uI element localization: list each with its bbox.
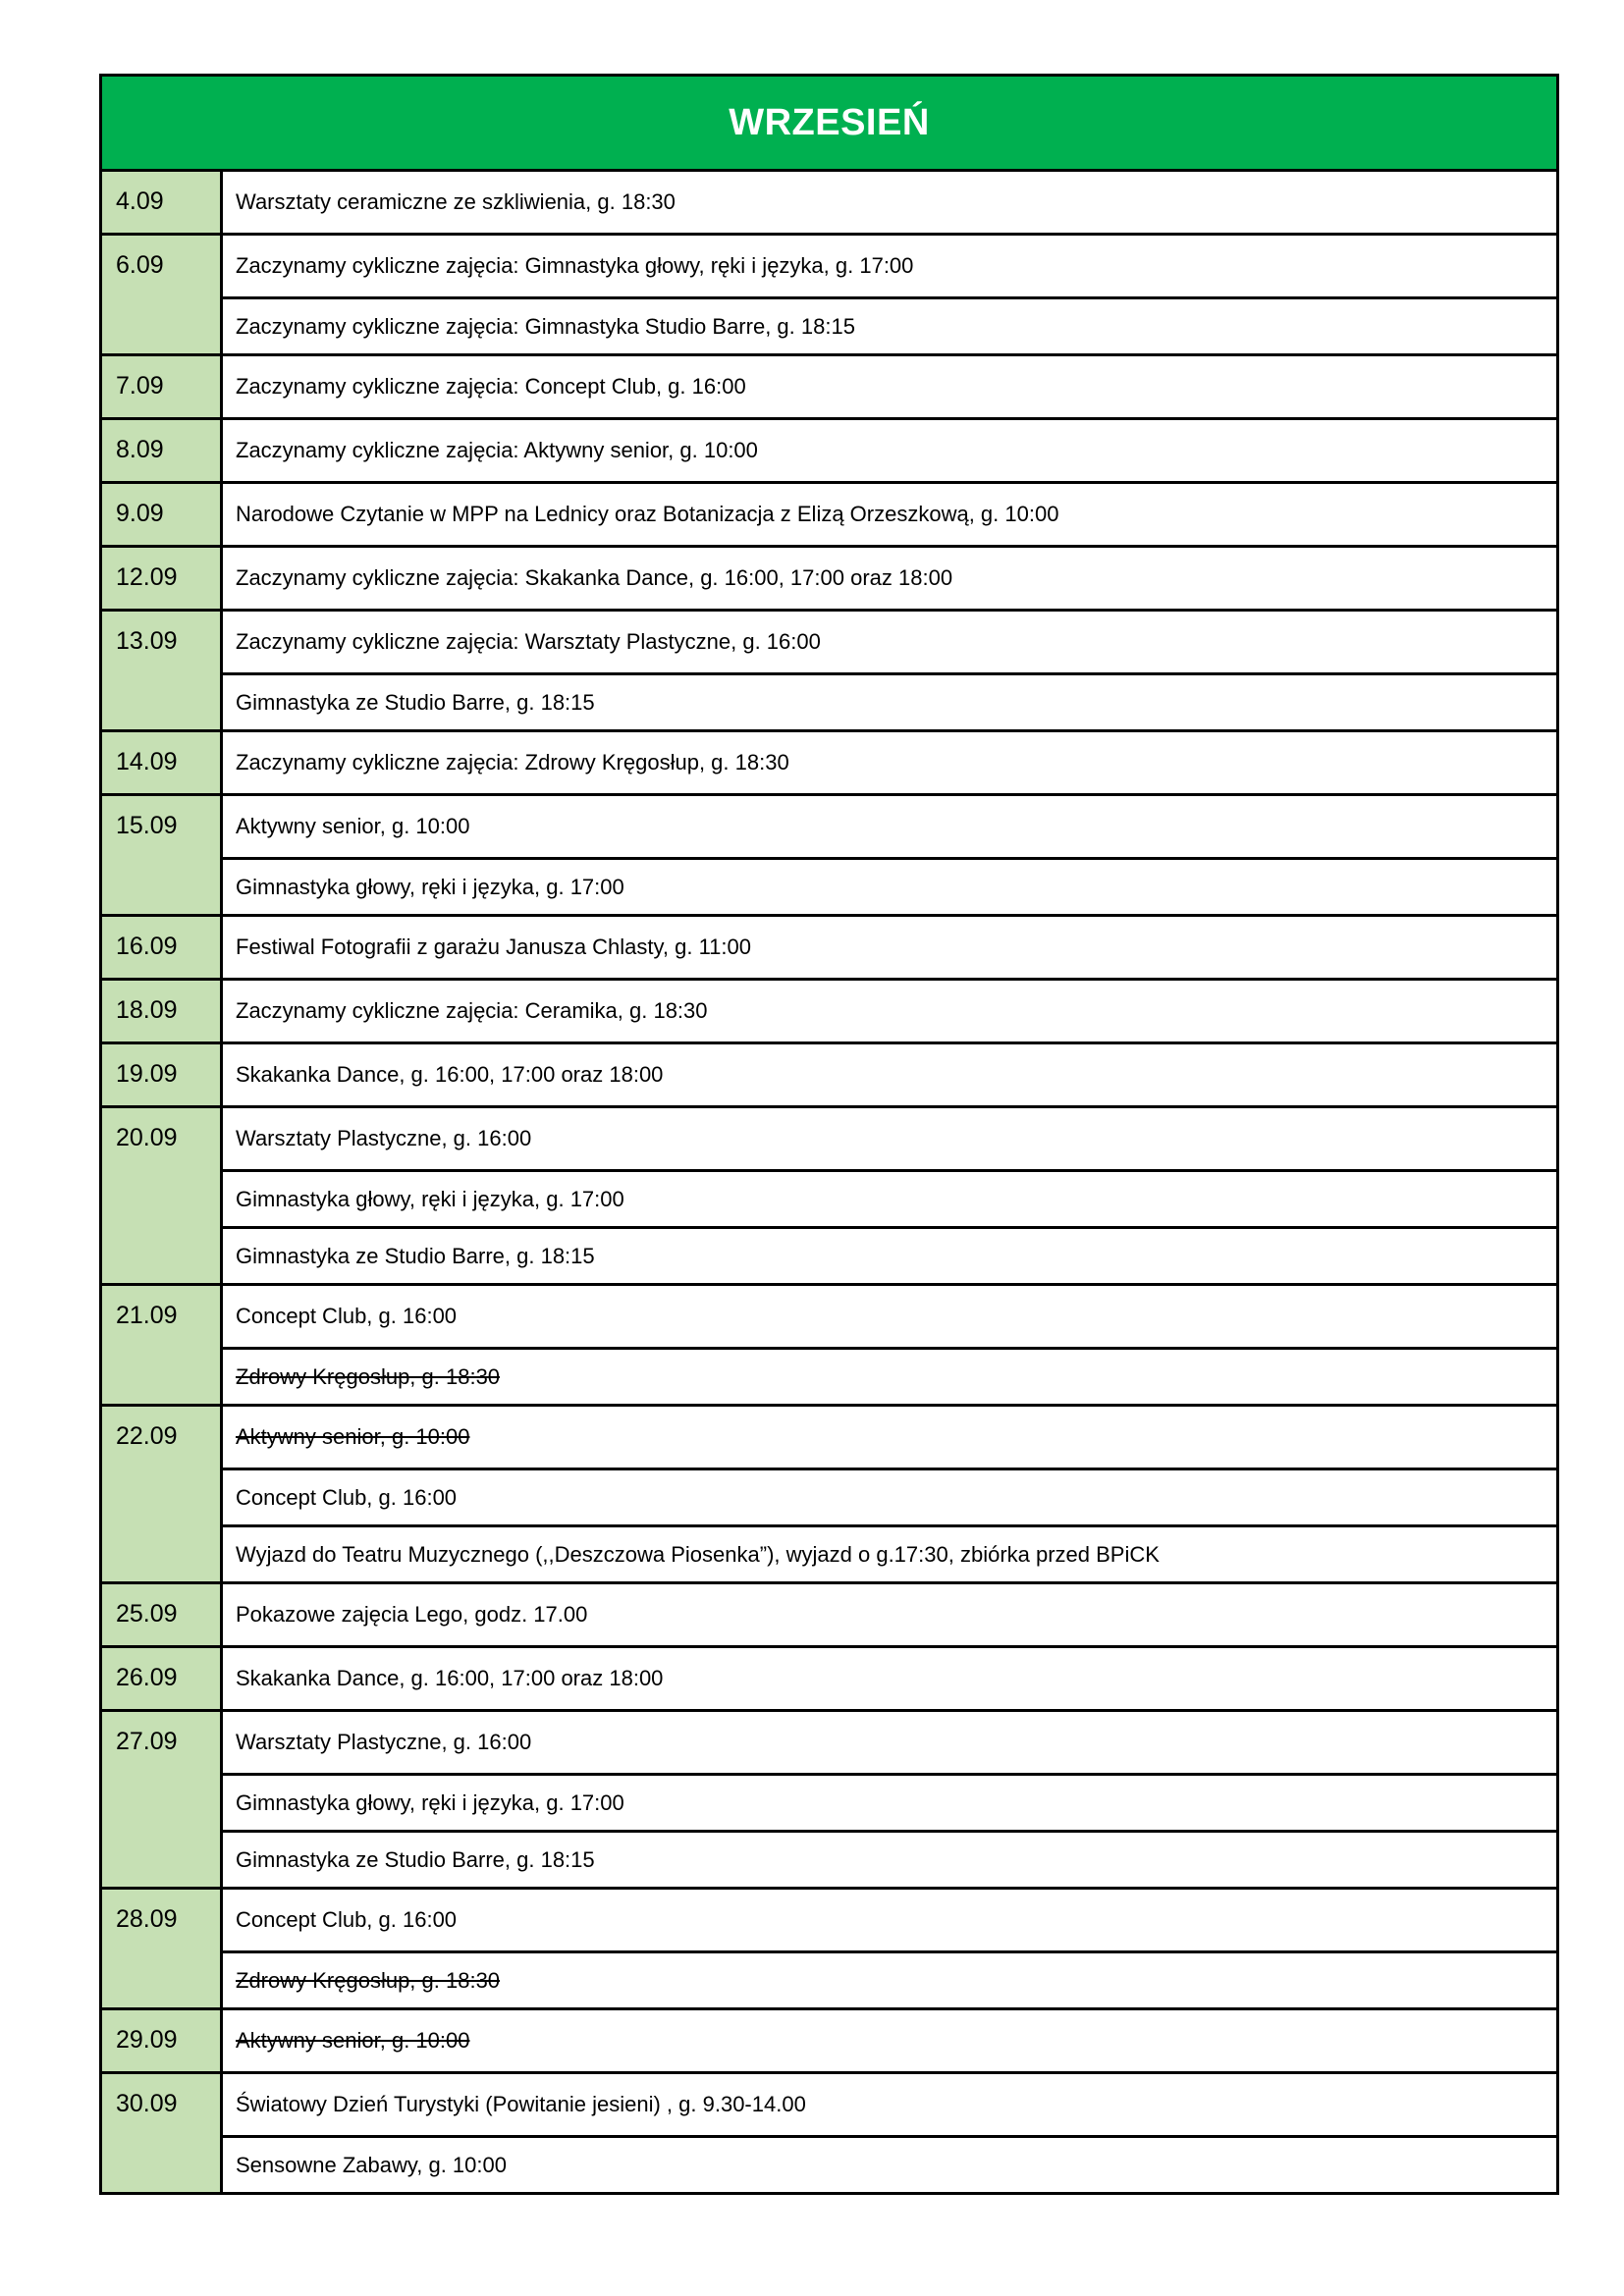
day-row (102, 356, 1556, 420)
day-row (102, 236, 1556, 356)
date-cell: 16.09 (102, 917, 223, 978)
day-row (102, 917, 1556, 981)
event-item: Skakanka Dance, g. 16:00, 17:00 oraz 18:00 (236, 1062, 664, 1087)
schedule-table (99, 74, 1559, 2195)
day-row (102, 1044, 1556, 1108)
date-cell: 30.09 (102, 2074, 223, 2192)
date-cell: 6.09 (102, 236, 223, 353)
month-header (102, 77, 1556, 172)
day-row (102, 732, 1556, 796)
event-item: Zaczynamy cykliczne zajęcia: Gimnastyka głowy, ręki i języka, g. 17:00 (236, 253, 914, 278)
event-item: Zaczynamy cykliczne zajęcia: Skakanka Dance, g. 16:00, 17:00 oraz 18:00 (236, 565, 953, 590)
event-item: Skakanka Dance, g. 16:00, 17:00 oraz 18:00 (236, 1666, 664, 1690)
event-item: Zaczynamy cykliczne zajęcia: Zdrowy Kręgosłup, g. 18:30 (236, 750, 789, 774)
date-cell: 14.09 (102, 732, 223, 793)
day-row (102, 1648, 1556, 1712)
date-cell: 20.09 (102, 1108, 223, 1283)
events-column (223, 236, 1556, 353)
event-item: Gimnastyka głowy, ręki i języka, g. 17:00 (223, 857, 1556, 914)
date-cell: 9.09 (102, 484, 223, 545)
events-column (223, 1890, 1556, 2007)
day-row (102, 1584, 1556, 1648)
event-item: Gimnastyka ze Studio Barre, g. 18:15 (223, 1830, 1556, 1887)
event-item: Gimnastyka ze Studio Barre, g. 18:15 (223, 672, 1556, 729)
day-row (102, 1108, 1556, 1286)
events-column (223, 548, 1556, 609)
events-column (223, 1648, 1556, 1709)
date-cell: 18.09 (102, 981, 223, 1041)
event-item: Zaczynamy cykliczne zajęcia: Gimnastyka Studio Barre, g. 18:15 (223, 296, 1556, 353)
day-row (102, 2074, 1556, 2192)
event-item: Warsztaty Plastyczne, g. 16:00 (236, 1126, 532, 1150)
day-row (102, 1286, 1556, 1407)
event-item: Concept Club, g. 16:00 (236, 1907, 458, 1932)
event-item: Aktywny senior, g. 10:00 (236, 814, 470, 838)
events-column (223, 1108, 1556, 1283)
day-rows (102, 172, 1556, 2192)
event-item: Gimnastyka głowy, ręki i języka, g. 17:00 (223, 1169, 1556, 1226)
event-item: Warsztaty Plastyczne, g. 16:00 (236, 1730, 532, 1754)
day-row (102, 548, 1556, 612)
events-column (223, 1044, 1556, 1105)
event-cancelled: Aktywny senior, g. 10:00 (236, 2028, 470, 2053)
date-cell: 28.09 (102, 1890, 223, 2007)
events-column (223, 732, 1556, 793)
day-row (102, 2010, 1556, 2074)
day-row (102, 172, 1556, 236)
date-cell: 13.09 (102, 612, 223, 729)
day-row (102, 1712, 1556, 1890)
event-item: Pokazowe zajęcia Lego, godz. 17.00 (236, 1602, 588, 1627)
event-cancelled: Zdrowy Kręgosłup, g. 18:30 (223, 1950, 1556, 2007)
event-item: Sensowne Zabawy, g. 10:00 (223, 2135, 1556, 2192)
event-item: Festiwal Fotografii z garażu Janusza Chlasty, g. 11:00 (236, 934, 751, 959)
event-item: Światowy Dzień Turystyki (Powitanie jesieni) , g. 9.30-14.00 (236, 2092, 806, 2116)
event-item: Zaczynamy cykliczne zajęcia: Ceramika, g. 18:30 (236, 998, 708, 1023)
date-cell: 29.09 (102, 2010, 223, 2071)
event-cancelled: Aktywny senior, g. 10:00 (236, 1424, 470, 1449)
date-cell: 8.09 (102, 420, 223, 481)
event-item: Gimnastyka ze Studio Barre, g. 18:15 (223, 1226, 1556, 1283)
events-column (223, 612, 1556, 729)
events-column (223, 1584, 1556, 1645)
day-row (102, 796, 1556, 917)
date-cell: 19.09 (102, 1044, 223, 1105)
event-item: Zaczynamy cykliczne zajęcia: Warsztaty Plastyczne, g. 16:00 (236, 629, 821, 654)
events-column (223, 917, 1556, 978)
month-title: WRZESIEŃ (729, 101, 930, 143)
events-column (223, 356, 1556, 417)
events-column (223, 420, 1556, 481)
event-cancelled: Zdrowy Kręgosłup, g. 18:30 (223, 1347, 1556, 1404)
day-row (102, 420, 1556, 484)
events-column (223, 796, 1556, 914)
day-row (102, 1890, 1556, 2010)
event-item: Wyjazd do Teatru Muzycznego (,,Deszczowa Piosenka”), wyjazd o g.17:30, zbiórka przed BPiCK (223, 1524, 1556, 1581)
day-row (102, 484, 1556, 548)
day-row (102, 1407, 1556, 1584)
date-cell: 26.09 (102, 1648, 223, 1709)
event-item: Zaczynamy cykliczne zajęcia: Aktywny senior, g. 10:00 (236, 438, 758, 462)
event-item: Zaczynamy cykliczne zajęcia: Concept Club, g. 16:00 (236, 374, 746, 399)
day-row (102, 612, 1556, 732)
events-column (223, 1407, 1556, 1581)
events-column (223, 1712, 1556, 1887)
events-column (223, 1286, 1556, 1404)
date-cell: 22.09 (102, 1407, 223, 1581)
event-item: Gimnastyka głowy, ręki i języka, g. 17:00 (223, 1773, 1556, 1830)
events-column (223, 172, 1556, 233)
date-cell: 25.09 (102, 1584, 223, 1645)
date-cell: 4.09 (102, 172, 223, 233)
date-cell: 12.09 (102, 548, 223, 609)
events-column (223, 2074, 1556, 2192)
events-column (223, 484, 1556, 545)
events-column (223, 981, 1556, 1041)
event-item: Concept Club, g. 16:00 (236, 1304, 458, 1328)
event-item: Warsztaty ceramiczne ze szkliwienia, g. 18:30 (236, 189, 676, 214)
date-cell: 7.09 (102, 356, 223, 417)
event-item: Concept Club, g. 16:00 (223, 1468, 1556, 1524)
events-column (223, 2010, 1556, 2071)
event-item: Narodowe Czytanie w MPP na Lednicy oraz Botanizacja z Elizą Orzeszkową, g. 10:00 (236, 502, 1059, 526)
date-cell: 15.09 (102, 796, 223, 914)
day-row (102, 981, 1556, 1044)
date-cell: 21.09 (102, 1286, 223, 1404)
date-cell: 27.09 (102, 1712, 223, 1887)
